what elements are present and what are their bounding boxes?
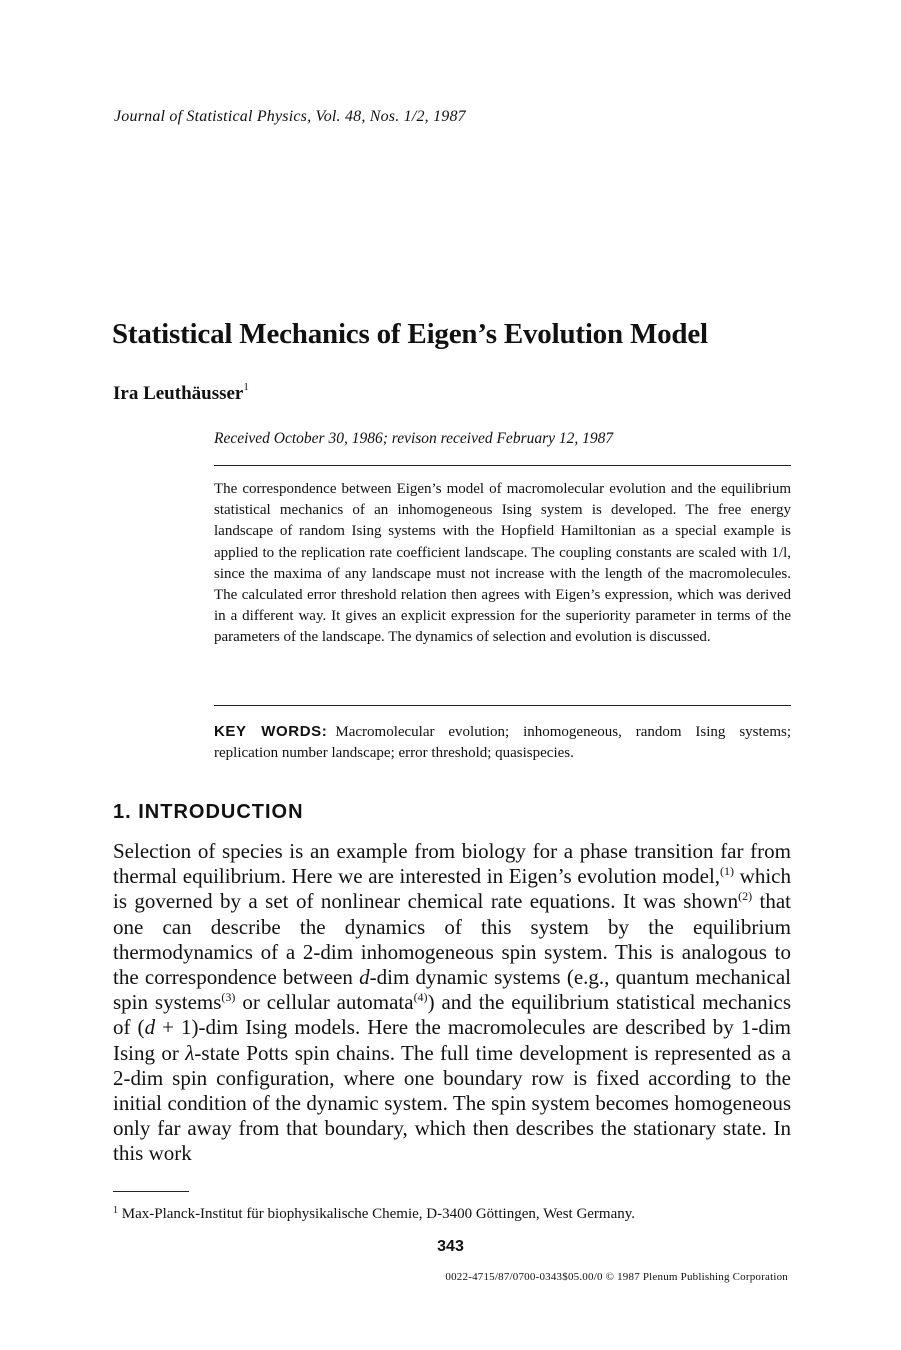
footnote-mark: 1 <box>113 1205 118 1216</box>
footnote-rule <box>113 1191 189 1192</box>
body-text-5: or cellular automata <box>235 990 414 1015</box>
citation-ref: (3) <box>221 990 236 1005</box>
keywords <box>214 721 791 765</box>
keywords-text: Macromolecular evolution; inhomogeneous, random Ising systems; replication number landscape; error threshold; quasispecies. <box>214 724 791 762</box>
copyright-line: 0022-4715/87/0700-0343$05.00/0 © 1987 Plenum Publishing Corporation <box>445 1271 788 1283</box>
received-date: Received October 30, 1986; revison received February 12, 1987 <box>214 430 614 447</box>
math-var: d <box>359 965 370 990</box>
paper-title: Statistical Mechanics of Eigen’s Evolution Model <box>112 318 708 350</box>
journal-citation: Journal of Statistical Physics, Vol. 48, Nos. 1/2, 1987 <box>114 108 466 125</box>
author-name <box>113 381 249 405</box>
abstract-top-rule <box>214 465 791 466</box>
author-footnote-mark: 1 <box>243 381 249 393</box>
citation-ref: (2) <box>738 889 753 904</box>
math-var: d <box>144 1015 156 1040</box>
abstract-bottom-rule <box>214 705 791 706</box>
body-text-1: Selection of species is an example from biology for a phase transition far from thermal equilibrium. Here we are interested in Eigen’s evolution model, <box>113 839 791 889</box>
body-text-6: ) and the equilibrium statistical mechanics of ( <box>113 990 791 1040</box>
body-text-8: -state Potts spin chains. The full time development is represented as a 2-dim spin configuration, where one boundary row is fixed according to the initial condition of the dynamic system. The spin system becomes homogeneous only far away from that boundary, which then describes the stationary state. In this work <box>113 1040 791 1166</box>
keywords-label: KEY WORDS: <box>214 723 328 740</box>
abstract: The correspondence between Eigen’s model of macromolecular evolution and the equilibrium statistical mechanics of an inhomogeneous Ising system is developed. The free energy landscape of random Ising systems with the Hopfield Hamiltonian as a special example is applied to the replication rate coefficient landscape. The coupling constants are scaled with 1/l, since the maxima of any landscape must not increase with the length of the macromolecules. The calculated error threshold relation then agrees with Eigen’s expression, which was derived in a different way. It gives an explicit expression for the superiority parameter in terms of the parameters of the landscape. The dynamics of selection and evolution is discussed. <box>214 481 791 646</box>
body-paragraph <box>113 839 791 1167</box>
body-text-7: + 1)-dim Ising models. Here the macromolecules are described by 1-dim Ising or <box>113 1015 791 1065</box>
body-text-2: which is governed by a set of nonlinear chemical rate equations. It was shown <box>113 864 791 914</box>
body-text-4: -dim dynamic systems (e.g., quantum mechanical spin systems <box>113 965 791 1015</box>
author-name-text: Ira Leuthäusser <box>113 383 244 404</box>
citation-ref: (4) <box>413 990 428 1005</box>
page-number: 343 <box>437 1238 464 1255</box>
section-heading: 1. INTRODUCTION <box>113 801 304 823</box>
body-text-3: that one can describe the dynamics of this system by the equilibrium thermodynamics of a 2-dim inhomogeneous spin system. This is analogous to the correspondence between <box>113 889 791 990</box>
math-var: λ <box>185 1040 195 1065</box>
footnote-text: Max-Planck-Institut für biophysikalische Chemie, D-3400 Göttingen, West Germany. <box>118 1206 636 1222</box>
footnote <box>113 1205 635 1223</box>
citation-ref: (1) <box>720 864 735 879</box>
